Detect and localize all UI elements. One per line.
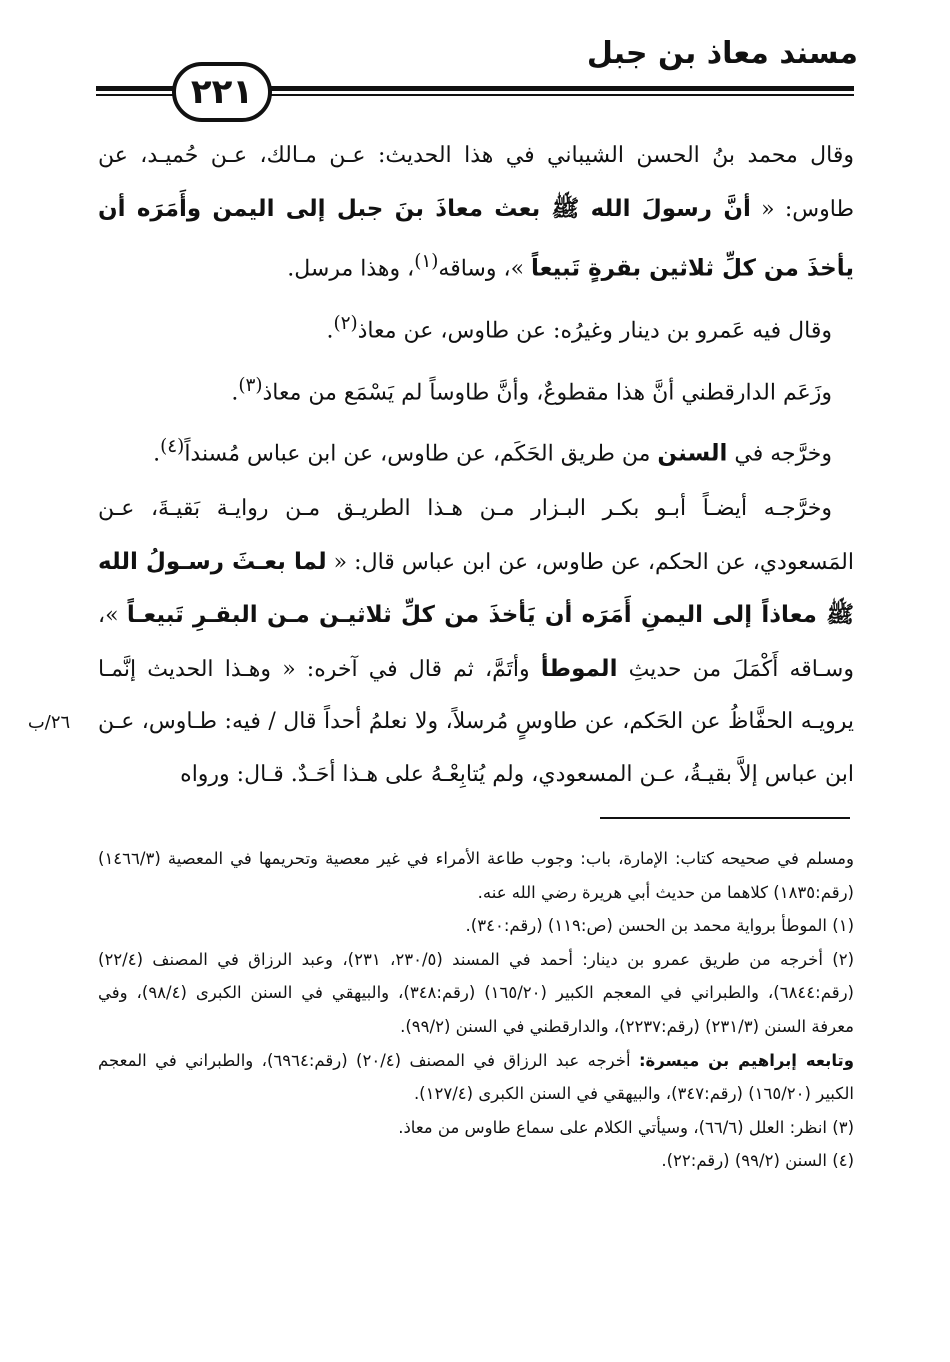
paragraph-4: وخرَّجه في السنن من طريق الحَكَم، عن طاوس، عن ابن عباس مُسنداً$^{(٤)}$. — [153, 436, 832, 467]
footnote-2-continuation: وتابعه إبراهيم بن ميسرة: أخرجه عبد الرزاق في المصنف (٢٠/٤) (رقم:٦٩٦٤)، والطبراني في المعجم الكبير (١٦٥/٢٠) (رقم:٣٤٧)، والبيهقي في السنن الكبرى (١٢٧/٤). — [98, 1050, 854, 1104]
paragraph-3: وزَعَم الدارقطني أنَّ هذا مقطوعٌ، وأنَّ طاوساً لم يَسْمَع من معاذ$^{(٣)}$. — [231, 374, 832, 405]
footnote-1: (١) الموطأ برواية محمد بن الحسن (ص:١١٩) (رقم:٣٤٠). — [465, 916, 854, 936]
page-number-badge: ٢٢١ — [172, 62, 272, 122]
footnote-ref: (٤) — [160, 436, 185, 458]
footnote-continuation: ومسلم في صحيحه كتاب: الإمارة، باب: وجوب طاعة الأمراء في غير معصية وتحريمها في المعصية (١٤٦٦/٣) (رقم:١٨٣٥) كلاهما من حديث أبي هريرة رضي الله عنه. — [98, 849, 854, 902]
footnote-2: (٢) أخرجه من طريق عمرو بن دينار: أحمد في المسند (٢٣٠/٥، ٢٣١)، وعبد الرزاق في المصنف (٢٢/٤) (رقم:٦٨٤٤)، والطبراني في المعجم الكبير (١٦٥/٢٠) (رقم:٣٤٨)، والبيهقي في السنن الكبرى (٩٨/٤)، وفي معرفة السنن (٢٣١/٣) (رقم:٢٢٣٧)، والدارقطني في السنن (٩٩/٢). — [98, 949, 854, 1036]
book-title: الموطأ — [540, 655, 618, 682]
footnote-separator — [600, 817, 850, 819]
paragraph-5: وخرَّجـه أيضـاً أبـو بكـر البـزار مـن هـذا الطريـق مـن روايـة بَقيـةَ، عـن المَسعودي، عن الحكم، عن طاوس، عن ابن عباس قال: « لما بعـثَ رسـولُ الله ﷺ معاذاً إلى اليمنِ أَمَرَه أن يَأخذَ من كلِّ ثلاثيـن مـن البقـرِ تَبيعـاً »، وسـاقه أَكْمَلَ من حديثِ الموطأ وأتَمَّ، ثم قال في آخره: « وهـذا الحديث إنَّمـا يرويـه الحفَّاظُ عن الحَكم، عن طاوسٍ مُرسلاً، ولا نعلمُ أحداً قال / فيه: طـاوس، عـن ابن عباس إلاَّ بقيـةُ، عـن المسعودي، ولم يُتابِعْـهُ على هـذا أحَـدٌ. قـال: ورواه — [98, 496, 854, 787]
footnote-ref: (٣) — [238, 374, 263, 396]
hadith-text: أنَّ رسولَ الله ﷺ بعث معاذَ بنَ جبل إلى اليمن وأَمَرَه أن يأخذَ من كلِّ ثلاثين بقرةٍ تَبيعاً — [98, 195, 854, 282]
footnote-4: (٤) السنن (٩٩/٢) (رقم:٢٢). — [661, 1151, 854, 1171]
footnote-ref: (٢) — [333, 312, 358, 334]
paragraph-1: وقال محمد بنُ الحسن الشيباني في هذا الحديث: عـن مـالك، عـن حُميـد، عن طاوس: « أنَّ رسولَ الله ﷺ بعث معاذَ بنَ جبل إلى اليمن وأَمَرَه أن يأخذَ من كلِّ ثلاثين بقرةٍ تَبيعاً »، وساقه$^{(١)}$، وهذا مرسل. — [98, 143, 854, 282]
book-title: السنن — [657, 440, 728, 467]
footnote-3: (٣) انظر: العلل (٦٦/٦)، وسيأتي الكلام على سماع طاوس من معاذ. — [398, 1117, 854, 1137]
manuscript-folio-marker: ٢٦/ب — [27, 712, 71, 733]
hadith-text: لما بعـثَ رسـولُ الله ﷺ معاذاً إلى اليمنِ أَمَرَه أن يَأخذَ من كلِّ ثلاثيـن مـن البقـرِ تَبيعـاً — [98, 548, 854, 629]
footnotes — [98, 842, 854, 1178]
paragraph-2: وقال فيه عَمرو بن دينار وغيرُه: عن طاوس، عن معاذ$^{(٢)}$. — [326, 312, 832, 344]
main-text — [98, 130, 854, 801]
footnote-ref: (١) — [414, 251, 439, 272]
running-title: مسند معاذ بن جبل — [586, 36, 858, 71]
